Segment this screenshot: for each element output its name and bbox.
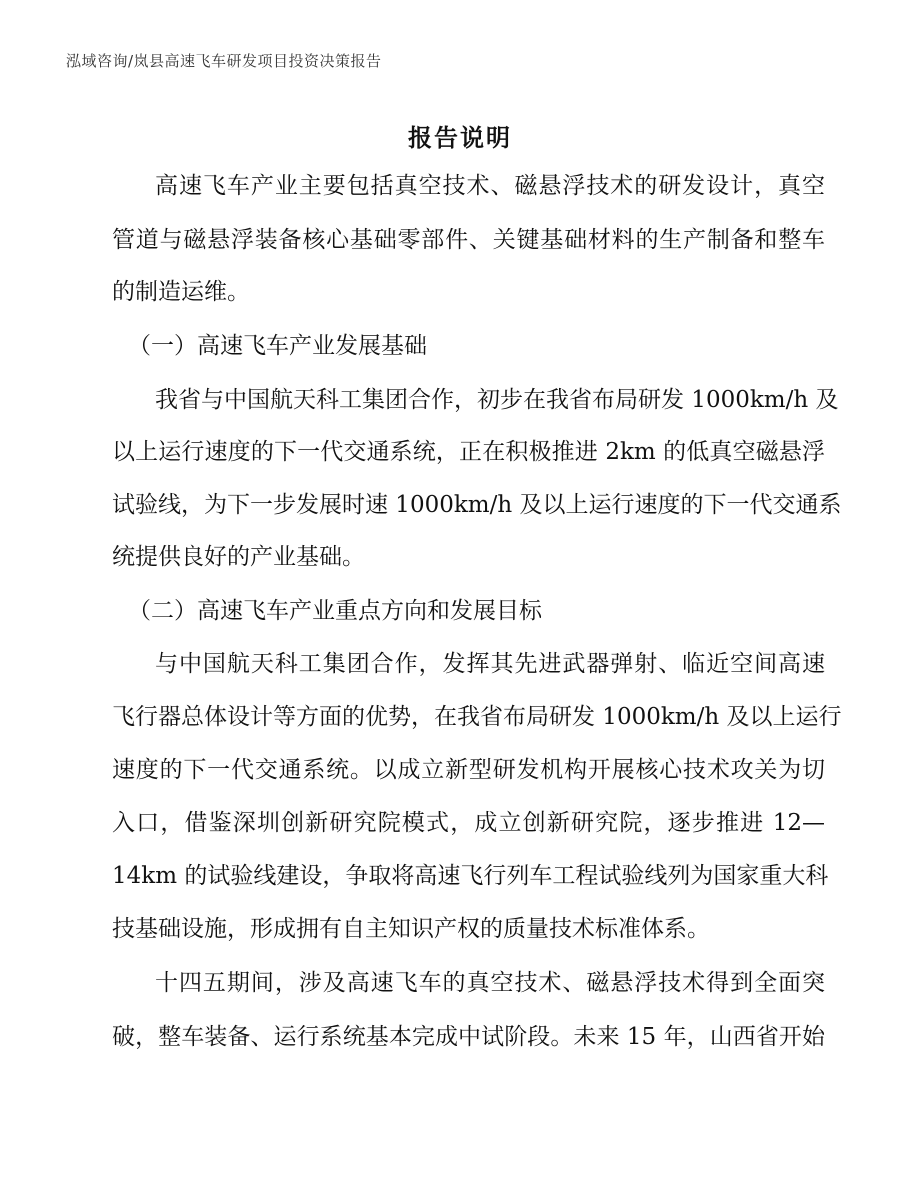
paragraph-line: 十四五期间，涉及高速飞车的真空技术、磁悬浮技术得到全面突	[155, 970, 825, 996]
paragraph-line: 破，整车装备、运行系统基本完成中试阶段。未来 15 年，山西省开始	[112, 1024, 825, 1050]
paragraph-line: 统提供良好的产业基础。	[112, 544, 365, 570]
paragraph-line: 14km 的试验线建设，争取将高速飞行列车工程试验线列为国家重大科	[112, 863, 829, 889]
paragraph-line: 以上运行速度的下一代交通系统，正在积极推进 2km 的低真空磁悬浮	[112, 439, 825, 465]
running-header: 泓域咨询/岚县高速飞车研发项目投资决策报告	[66, 52, 382, 70]
paragraph-line: 飞行器总体设计等方面的优势，在我省布局研发 1000km/h 及以上运行	[112, 704, 842, 730]
paragraph-line: 与中国航天科工集团合作，发挥其先进武器弹射、临近空间高速	[155, 651, 825, 677]
section-heading: （一）高速飞车产业发展基础	[128, 333, 427, 359]
section-heading: （二）高速飞车产业重点方向和发展目标	[128, 598, 542, 624]
paragraph-line: 我省与中国航天科工集团合作，初步在我省布局研发 1000km/h 及	[155, 387, 839, 413]
paragraph-line: 速度的下一代交通系统。以成立新型研发机构开展核心技术攻关为切	[112, 757, 825, 783]
page-title: 报告说明	[408, 124, 512, 152]
paragraph-line: 入口，借鉴深圳创新研究院模式，成立创新研究院，逐步推进 12—	[112, 810, 825, 836]
paragraph-line: 试验线，为下一步发展时速 1000km/h 及以上运行速度的下一代交通系	[112, 492, 842, 518]
paragraph-line: 技基础设施，形成拥有自主知识产权的质量技术标准体系。	[112, 916, 710, 942]
paragraph-line: 的制造运维。	[112, 279, 250, 305]
paragraph-line: 管道与磁悬浮装备核心基础零部件、关键基础材料的生产制备和整车	[112, 227, 825, 253]
paragraph-line: 高速飞车产业主要包括真空技术、磁悬浮技术的研发设计，真空	[155, 173, 825, 199]
